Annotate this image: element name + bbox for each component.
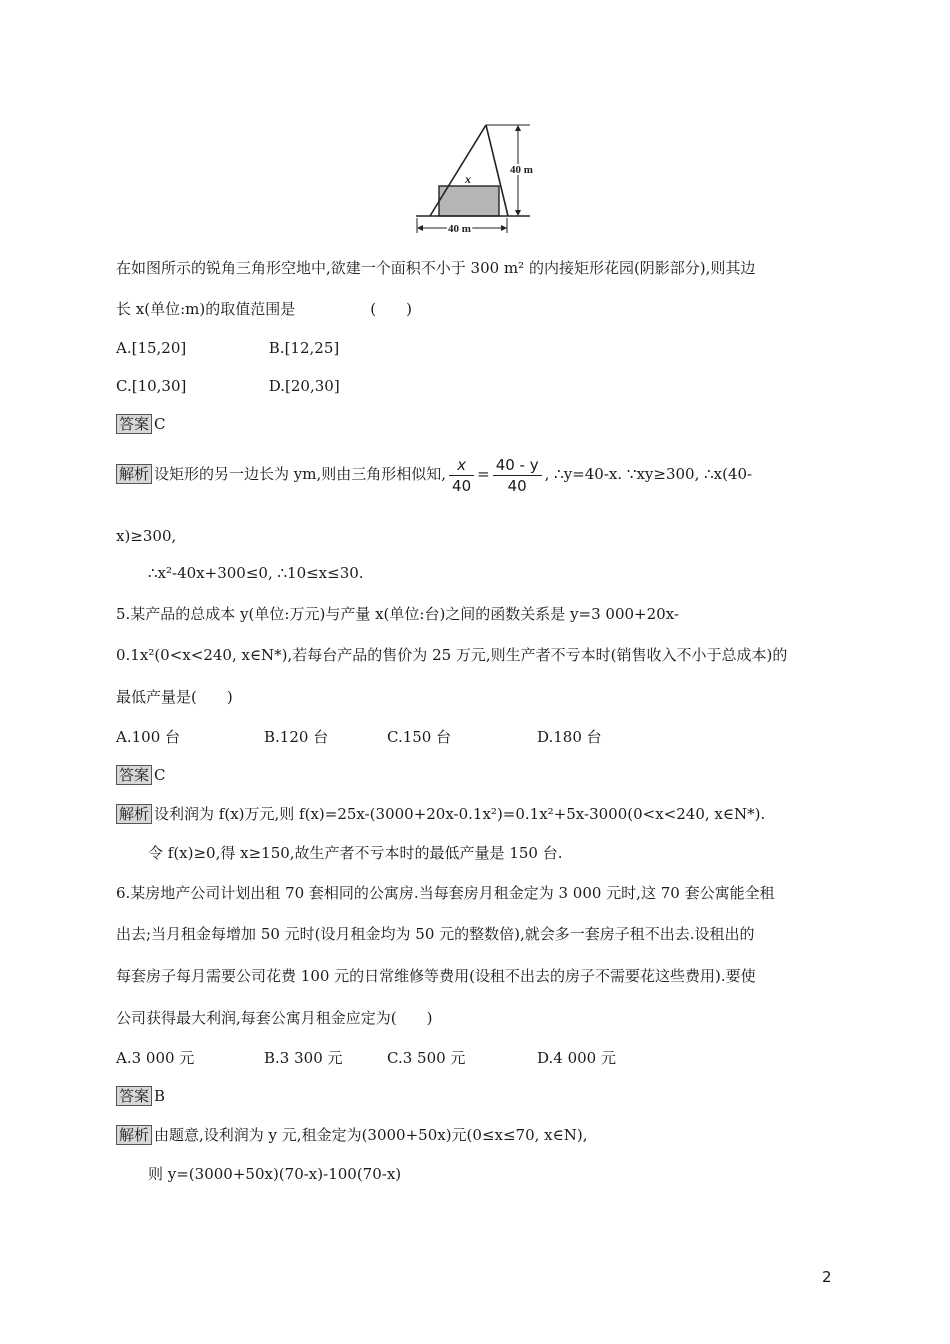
q4-answer [116,414,166,434]
q4-analysis-line-2: x)≥300, [116,527,177,545]
q4-options-row-1 [116,338,339,358]
q5-option-b: B.120 台 [264,728,329,746]
q6-analysis-text: 由题意,设利润为 y 元,租金定为(3000+50x)元(0≤x≤70, x∈N), [154,1126,588,1144]
analysis-tag: 解析 [116,464,152,484]
q5-stem-line-1: 5.某产品的总成本 y(单位:万元)与产量 x(单位:台)之间的函数关系是 y=3 000+20x- [116,605,679,623]
page-number: 2 [822,1268,832,1286]
fraction-40-minus-y-over-40: $\frac{40 - y}{40}$ [493,455,542,496]
shaded-rectangle [439,186,499,216]
answer-value: B [154,1087,166,1105]
answer-tag: 答案 [116,414,152,434]
q6-stem-line-4: 公司获得最大利润,每套公寓月租金应定为( ) [116,1009,433,1027]
analysis-tag: 解析 [116,1125,152,1145]
q5-analysis-line-1 [116,804,765,824]
equals-sign: = [477,465,490,483]
q5-option-d: D.180 台 [537,728,602,746]
answer-value: C [154,415,166,433]
q4-option-a: A.[15,20] [116,339,187,357]
q4-option-d: D.[20,30] [268,377,340,395]
answer-tag: 答案 [116,765,152,785]
q5-option-a: A.100 台 [116,728,180,746]
q6-stem-line-1: 6.某房地产公司计划出租 70 套相同的公寓房.当每套房月租金定为 3 000 元时,这 70 套公寓能全租 [116,884,775,902]
triangle-figure [410,118,540,240]
q4-option-b: B.[12,25] [268,339,340,357]
q6-analysis-line-2: 则 y=(3000+50x)(70-x)-100(70-x) [148,1165,402,1183]
side-label: 40 m [510,164,533,176]
q6-options [116,1048,616,1068]
q6-option-b: B.3 300 元 [264,1049,343,1067]
q5-analysis-line-2: 令 f(x)≥0,得 x≥150,故生产者不亏本时的最低产量是 150 台. [148,844,563,862]
q6-option-c: C.3 500 元 [387,1049,466,1067]
answer-value: C [154,766,166,784]
q4-analysis-text-b: , ∴y=40-x. ∵xy≥300, ∴x(40- [544,465,753,483]
q4-stem-line-2: 长 x(单位:m)的取值范围是 ( ) [116,300,412,318]
q5-stem-line-2: 0.1x²(0<x<240, x∈N*),若每台产品的售价为 25 万元,则生产者不亏本时(销售收入不小于总成本)的 [116,646,788,664]
q5-stem-line-3: 最低产量是( ) [116,688,233,706]
q4-stem-line-1: 在如图所示的锐角三角形空地中,欲建一个面积不小于 300 m² 的内接矩形花园(阴影部分),则其边 [116,259,756,277]
q6-option-d: D.4 000 元 [537,1049,616,1067]
q4-options-row-2 [116,376,340,396]
q6-stem-line-2: 出去;当月租金每增加 50 元时(设月租金均为 50 元的整数倍),就会多一套房子租不出去.设租出的 [116,925,755,943]
q4-analysis-line-1 [116,452,752,496]
analysis-tag: 解析 [116,804,152,824]
q4-option-c: C.[10,30] [116,377,187,395]
q5-option-c: C.150 台 [387,728,452,746]
q6-stem-line-3: 每套房子每月需要公司花费 100 元的日常维修等费用(设租不出去的房子不需要花这些费用).要使 [116,967,756,985]
q5-answer [116,765,166,785]
q4-analysis-line-3: ∴x²-40x+300≤0, ∴10≤x≤30. [148,564,364,582]
base-label: 40 m [448,223,471,235]
q6-answer [116,1086,165,1106]
rect-label: x [465,172,471,186]
q4-analysis-text-a: 设矩形的另一边长为 ym,则由三角形相似知, [154,465,447,483]
q6-option-a: A.3 000 元 [116,1049,195,1067]
q5-options [116,727,602,747]
q6-analysis-line-1 [116,1125,587,1145]
q5-analysis-text: 设利润为 f(x)万元,则 f(x)=25x-(3000+20x-0.1x²)=0.1x²+5x-3000(0<x<240, x∈N*). [154,805,766,823]
fraction-x-over-40: $\frac{x}{40}$ [449,455,474,496]
answer-tag: 答案 [116,1086,152,1106]
